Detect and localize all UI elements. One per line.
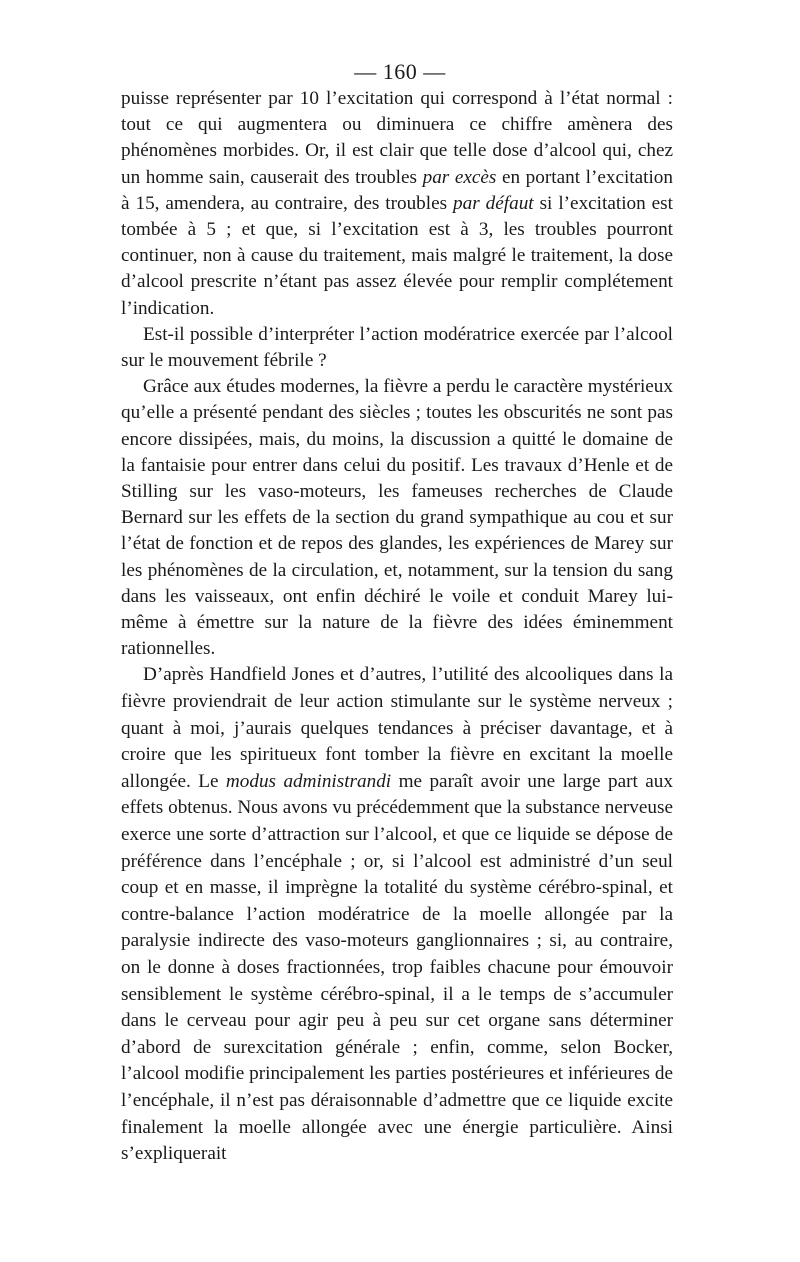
paragraph (121, 662, 673, 1167)
text-run: D’après Handfield Jones et d’autres, l’utilité des alcooliques dans la fièvre proviendrait de leur action stimulante sur le système nerveux ; quant à moi, j’aurais quelques tendances à préciser davantage, et à croire que les spiritueux font tomber la fièvre en excitant la moelle allongée. Le (121, 664, 673, 792)
text-run: me paraît avoir une large part aux effets obtenus. Nous avons vu précédemment que la substance nerveuse exerce une sorte d’attraction sur l’alcool, et que ce liquide se dépose de préférence dans l’encéphale ; or, si l’alcool est administré d’un seul coup et en masse, il imprègne la totalité du système cérébro-spinal, et contre-balance l’action modératrice de la moelle allongée par la paralysie indirecte des vaso-moteurs ganglionnaires ; si, au contraire, on le donne à doses fractionnées, trop faibles chacune pour émouvoir sensiblement le système cérébro-spinal, il a le temps de s’accumuler dans le cerveau pour agir peu à peu sur cet organe sans déterminer d’abord de surexcitation générale ; enfin, comme, selon Bocker, l’alcool modifie principalement les parties postérieures et inférieures de l’encéphale, il n’est pas déraisonnable d’admettre que ce liquide excite finalement la moelle allongée avec une énergie particulière. Ainsi s’expliquerait (121, 770, 673, 1165)
text-run: en portant l’excitation à 15, amendera, au contraire, des troubles (121, 166, 673, 214)
italic-run: par excès (422, 166, 497, 188)
text-run: puisse représenter par 10 l’excitation qui correspond à l’état normal : tout ce qui augmentera ou diminuera ce chiffre amènera des phénomènes morbides. Or, il est clair que telle dose d’alcool qui, chez un homme sain, causerait des troubles (121, 88, 673, 188)
italic-run: par défaut (453, 192, 534, 214)
text-run: si l’excitation est tombée à 5 ; et que, si l’excitation est à 3, les troubles pourront continuer, non à cause du traitement, mais malgré le traitement, la dose d’alcool prescrite n’étant pas assez élevée pour remplir complétement l’indication. (121, 192, 673, 319)
body-text (121, 86, 673, 1168)
paragraph (121, 322, 673, 374)
text-run: Grâce aux études modernes, la fièvre a perdu le caractère mystérieux qu’elle a présenté pendant des siècles ; toutes les obscurités ne sont pas encore dissipées, mais, du moins, la discussion a quitté le domaine de la fantaisie pour entrer dans celui du positif. Les travaux d’Henle et de Stilling sur les vaso-moteurs, les fameuses recherches de Claude Bernard sur les effets de la section du grand sympathique au cou et sur l’état de fonction et de repos des glandes, les expériences de Marey sur les phénomènes de la circulation, et, notamment, sur la tension du sang dans les vaisseaux, ont enfin déchiré le voile et conduit Marey lui-même à émettre sur la nature de la fièvre des idées éminemment rationnelles. (121, 376, 673, 660)
text-run: Est-il possible d’interpréter l’action modératrice exercée par l’alcool sur le mouvement fébrile ? (121, 323, 673, 372)
page-number-header: — 160 — (354, 59, 446, 84)
italic-run: modus administrandi (225, 770, 392, 792)
paragraph (121, 86, 673, 322)
paragraph (121, 374, 673, 662)
